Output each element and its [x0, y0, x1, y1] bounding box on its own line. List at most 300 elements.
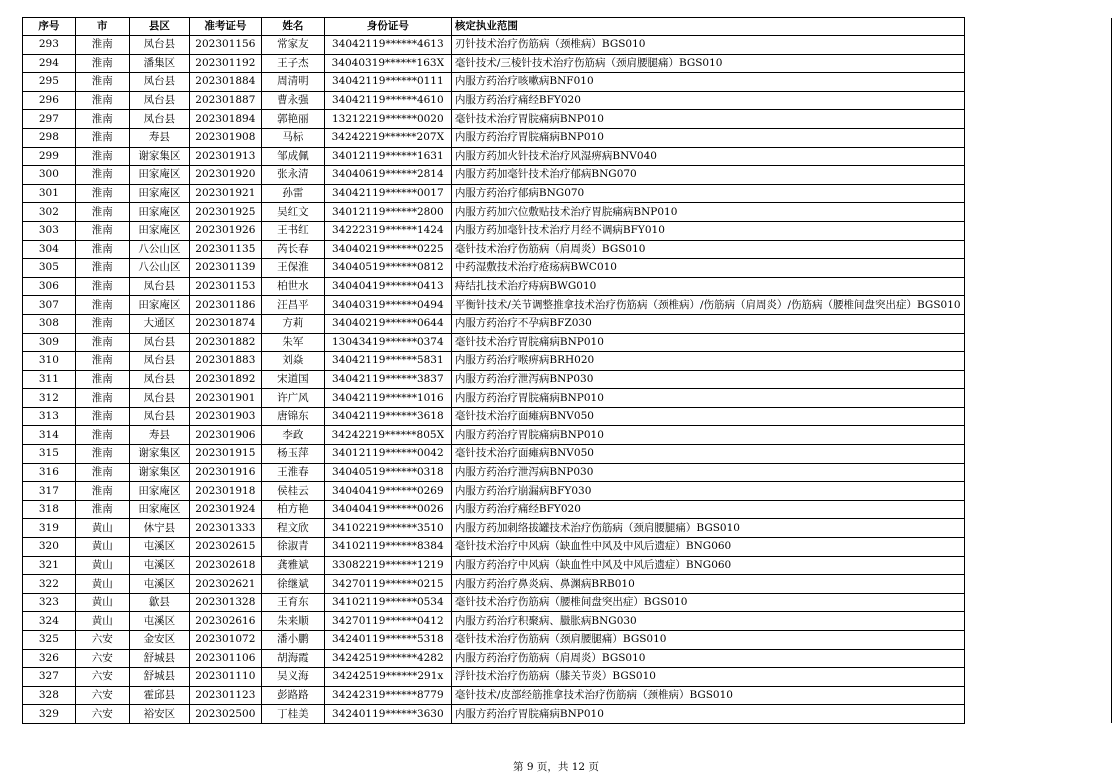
header-scope: 核定执业范围 [451, 18, 964, 36]
cell-name: 徐淑青 [261, 538, 324, 557]
cell-seq: 314 [23, 426, 76, 445]
cell-scope: 毫针技术/三棱针技术治疗伤筋病（颈肩腰腿痛）BGS010 [451, 54, 964, 73]
table-row [23, 110, 1112, 129]
cell-city: 六安 [75, 649, 129, 668]
cell-scope: 内服方药加毫针技术治疗郁病BNG070 [451, 166, 964, 185]
header-city: 市 [75, 18, 129, 36]
cell-seq: 320 [23, 538, 76, 557]
cell-seq: 329 [23, 705, 76, 724]
cell-blank [964, 352, 1111, 371]
cell-name: 吴义海 [261, 668, 324, 687]
table-row [23, 389, 1112, 408]
cell-name: 汪昌平 [261, 296, 324, 315]
cell-city: 黄山 [75, 538, 129, 557]
cell-scope: 内服方药治疗泄泻病BNP030 [451, 463, 964, 482]
cell-county: 凤台县 [129, 36, 189, 55]
cell-seq: 298 [23, 128, 76, 147]
cell-name: 芮长春 [261, 240, 324, 259]
cell-exam-no: 202301906 [189, 426, 261, 445]
cell-blank [964, 277, 1111, 296]
cell-city: 黄山 [75, 519, 129, 538]
cell-id-no: 34242519******291x [324, 668, 451, 687]
cell-city: 淮南 [75, 147, 129, 166]
cell-blank [964, 36, 1111, 55]
table-header-row [23, 18, 1112, 36]
cell-county: 霍邱县 [129, 686, 189, 705]
cell-name: 唐锦东 [261, 407, 324, 426]
cell-seq: 327 [23, 668, 76, 687]
cell-county: 裕安区 [129, 705, 189, 724]
cell-exam-no: 202301328 [189, 593, 261, 612]
cell-county: 凤台县 [129, 333, 189, 352]
cell-seq: 313 [23, 407, 76, 426]
table-row [23, 426, 1112, 445]
header-county: 县区 [129, 18, 189, 36]
cell-id-no: 34012119******0042 [324, 445, 451, 464]
cell-exam-no: 202301918 [189, 482, 261, 501]
table-row [23, 203, 1112, 222]
cell-seq: 295 [23, 73, 76, 92]
table-row [23, 519, 1112, 538]
cell-county: 休宁县 [129, 519, 189, 538]
cell-scope: 内服方药治疗中风病（缺血性中风及中风后遗症）BNG060 [451, 556, 964, 575]
header-exam-no: 准考证号 [189, 18, 261, 36]
table-row [23, 128, 1112, 147]
cell-id-no: 34040619******2814 [324, 166, 451, 185]
cell-id-no: 34042119******4613 [324, 36, 451, 55]
table-row [23, 668, 1112, 687]
cell-scope: 内服方药治疗崩漏病BFY030 [451, 482, 964, 501]
cell-blank [964, 128, 1111, 147]
cell-id-no: 34042119******3618 [324, 407, 451, 426]
cell-id-no: 34040419******0269 [324, 482, 451, 501]
cell-county: 凤台县 [129, 370, 189, 389]
cell-exam-no: 202301884 [189, 73, 261, 92]
cell-county: 歙县 [129, 593, 189, 612]
cell-blank [964, 482, 1111, 501]
cell-name: 杨玉萍 [261, 445, 324, 464]
cell-seq: 294 [23, 54, 76, 73]
cell-id-no: 34012119******1631 [324, 147, 451, 166]
cell-seq: 318 [23, 500, 76, 519]
cell-seq: 321 [23, 556, 76, 575]
cell-city: 淮南 [75, 128, 129, 147]
cell-name: 周清明 [261, 73, 324, 92]
table-body [23, 36, 1112, 724]
cell-exam-no: 202302621 [189, 575, 261, 594]
license-table [22, 17, 1112, 724]
cell-exam-no: 202301883 [189, 352, 261, 371]
cell-county: 屯溪区 [129, 575, 189, 594]
cell-blank [964, 184, 1111, 203]
cell-county: 屯溪区 [129, 612, 189, 631]
cell-exam-no: 202302616 [189, 612, 261, 631]
cell-exam-no: 202301882 [189, 333, 261, 352]
cell-exam-no: 202301903 [189, 407, 261, 426]
cell-city: 淮南 [75, 110, 129, 129]
cell-blank [964, 389, 1111, 408]
cell-blank [964, 296, 1111, 315]
cell-name: 宋道国 [261, 370, 324, 389]
cell-exam-no: 202301901 [189, 389, 261, 408]
cell-blank [964, 370, 1111, 389]
cell-id-no: 34040419******0026 [324, 500, 451, 519]
cell-name: 郭艳丽 [261, 110, 324, 129]
cell-id-no: 34042119******0111 [324, 73, 451, 92]
cell-seq: 312 [23, 389, 76, 408]
cell-seq: 328 [23, 686, 76, 705]
cell-seq: 300 [23, 166, 76, 185]
cell-exam-no: 202302500 [189, 705, 261, 724]
cell-blank [964, 203, 1111, 222]
cell-county: 凤台县 [129, 110, 189, 129]
cell-name: 吴红文 [261, 203, 324, 222]
cell-city: 淮南 [75, 73, 129, 92]
table-row [23, 407, 1112, 426]
cell-blank [964, 686, 1111, 705]
cell-id-no: 34240119******3630 [324, 705, 451, 724]
cell-blank [964, 240, 1111, 259]
cell-scope: 毫针技术治疗面瘫病BNV050 [451, 445, 964, 464]
cell-id-no: 34102119******8384 [324, 538, 451, 557]
cell-scope: 毫针技术治疗面瘫病BNV050 [451, 407, 964, 426]
cell-seq: 309 [23, 333, 76, 352]
cell-city: 淮南 [75, 314, 129, 333]
cell-scope: 内服方药治疗泄泻病BNP030 [451, 370, 964, 389]
cell-scope: 内服方药治疗痛经BFY020 [451, 91, 964, 110]
cell-blank [964, 649, 1111, 668]
cell-id-no: 34042119******0017 [324, 184, 451, 203]
cell-county: 田家庵区 [129, 296, 189, 315]
cell-city: 淮南 [75, 203, 129, 222]
cell-city: 六安 [75, 705, 129, 724]
cell-name: 曹永强 [261, 91, 324, 110]
table-row [23, 91, 1112, 110]
cell-seq: 307 [23, 296, 76, 315]
cell-county: 金安区 [129, 631, 189, 650]
cell-county: 田家庵区 [129, 500, 189, 519]
cell-scope: 内服方药治疗胃脘痛病BNP010 [451, 426, 964, 445]
cell-city: 淮南 [75, 36, 129, 55]
cell-id-no: 34102219******3510 [324, 519, 451, 538]
cell-scope: 内服方药治疗鼻炎病、鼻渊病BRB010 [451, 575, 964, 594]
cell-seq: 293 [23, 36, 76, 55]
table-row [23, 705, 1112, 724]
cell-blank [964, 166, 1111, 185]
cell-blank [964, 221, 1111, 240]
cell-county: 田家庵区 [129, 221, 189, 240]
cell-name: 王淮春 [261, 463, 324, 482]
cell-id-no: 34040319******0494 [324, 296, 451, 315]
cell-name: 柏世水 [261, 277, 324, 296]
cell-id-no: 33082219******1219 [324, 556, 451, 575]
cell-scope: 毫针技术治疗伤筋病（颈肩腰腿痛）BGS010 [451, 631, 964, 650]
header-id-no: 身份证号 [324, 18, 451, 36]
cell-exam-no: 202301913 [189, 147, 261, 166]
cell-name: 胡海霞 [261, 649, 324, 668]
cell-county: 田家庵区 [129, 166, 189, 185]
table-row [23, 463, 1112, 482]
cell-exam-no: 202301106 [189, 649, 261, 668]
cell-city: 淮南 [75, 500, 129, 519]
cell-city: 淮南 [75, 445, 129, 464]
cell-county: 谢家集区 [129, 445, 189, 464]
cell-county: 屯溪区 [129, 538, 189, 557]
cell-city: 淮南 [75, 240, 129, 259]
cell-seq: 323 [23, 593, 76, 612]
table-row [23, 538, 1112, 557]
cell-blank [964, 519, 1111, 538]
table-row [23, 333, 1112, 352]
cell-id-no: 34042119******5831 [324, 352, 451, 371]
cell-id-no: 34242519******4282 [324, 649, 451, 668]
cell-scope: 内服方药治疗胃脘痛病BNP010 [451, 128, 964, 147]
table-row [23, 631, 1112, 650]
cell-id-no: 34040319******163X [324, 54, 451, 73]
cell-blank [964, 500, 1111, 519]
cell-blank [964, 463, 1111, 482]
cell-city: 淮南 [75, 352, 129, 371]
table-row [23, 54, 1112, 73]
cell-exam-no: 202301908 [189, 128, 261, 147]
cell-scope: 内服方药治疗喉痹病BRH020 [451, 352, 964, 371]
cell-seq: 297 [23, 110, 76, 129]
cell-seq: 311 [23, 370, 76, 389]
cell-county: 田家庵区 [129, 203, 189, 222]
table-row [23, 649, 1112, 668]
cell-scope: 内服方药治疗痛经BFY020 [451, 500, 964, 519]
cell-county: 凤台县 [129, 73, 189, 92]
cell-seq: 325 [23, 631, 76, 650]
cell-city: 淮南 [75, 91, 129, 110]
cell-name: 孙雷 [261, 184, 324, 203]
cell-city: 黄山 [75, 612, 129, 631]
cell-id-no: 34102119******0534 [324, 593, 451, 612]
cell-exam-no: 202301892 [189, 370, 261, 389]
cell-exam-no: 202302618 [189, 556, 261, 575]
cell-county: 舒城县 [129, 649, 189, 668]
cell-county: 凤台县 [129, 277, 189, 296]
table-row [23, 352, 1112, 371]
cell-blank [964, 73, 1111, 92]
cell-name: 邹成佩 [261, 147, 324, 166]
cell-scope: 内服方药治疗胃脘痛病BNP010 [451, 705, 964, 724]
cell-county: 谢家集区 [129, 463, 189, 482]
cell-id-no: 34042119******1016 [324, 389, 451, 408]
cell-scope: 内服方药治疗胃脘痛病BNP010 [451, 389, 964, 408]
cell-city: 淮南 [75, 166, 129, 185]
table-row [23, 593, 1112, 612]
cell-blank [964, 333, 1111, 352]
cell-seq: 296 [23, 91, 76, 110]
header-seq: 序号 [23, 18, 76, 36]
cell-blank [964, 426, 1111, 445]
cell-name: 丁桂美 [261, 705, 324, 724]
cell-city: 淮南 [75, 389, 129, 408]
cell-exam-no: 202301153 [189, 277, 261, 296]
cell-blank [964, 445, 1111, 464]
cell-name: 许广风 [261, 389, 324, 408]
cell-seq: 319 [23, 519, 76, 538]
cell-blank [964, 575, 1111, 594]
cell-exam-no: 202301186 [189, 296, 261, 315]
cell-county: 寿县 [129, 128, 189, 147]
table-row [23, 500, 1112, 519]
cell-scope: 内服方药治疗积聚病、臌胀病BNG030 [451, 612, 964, 631]
table-row [23, 36, 1112, 55]
cell-scope: 毫针技术治疗胃脘痛病BNP010 [451, 110, 964, 129]
cell-blank [964, 631, 1111, 650]
cell-id-no: 34042119******4610 [324, 91, 451, 110]
cell-exam-no: 202301874 [189, 314, 261, 333]
cell-scope: 毫针技术治疗伤筋病（腰椎间盘突出症）BGS010 [451, 593, 964, 612]
cell-blank [964, 259, 1111, 278]
cell-name: 柏方艳 [261, 500, 324, 519]
cell-city: 淮南 [75, 54, 129, 73]
cell-exam-no: 202301915 [189, 445, 261, 464]
cell-blank [964, 54, 1111, 73]
cell-blank [964, 556, 1111, 575]
cell-scope: 毫针技术治疗中风病（缺血性中风及中风后遗症）BNG060 [451, 538, 964, 557]
cell-seq: 304 [23, 240, 76, 259]
cell-exam-no: 202301135 [189, 240, 261, 259]
cell-seq: 322 [23, 575, 76, 594]
cell-id-no: 13212219******0020 [324, 110, 451, 129]
cell-exam-no: 202301192 [189, 54, 261, 73]
cell-id-no: 34240119******5318 [324, 631, 451, 650]
cell-seq: 324 [23, 612, 76, 631]
cell-name: 程文欣 [261, 519, 324, 538]
table-row [23, 482, 1112, 501]
cell-county: 八公山区 [129, 240, 189, 259]
header-blank [964, 18, 1111, 36]
cell-name: 李政 [261, 426, 324, 445]
cell-name: 王育东 [261, 593, 324, 612]
cell-name: 龚雅斌 [261, 556, 324, 575]
cell-county: 田家庵区 [129, 482, 189, 501]
cell-name: 朱军 [261, 333, 324, 352]
cell-exam-no: 202302615 [189, 538, 261, 557]
cell-city: 淮南 [75, 277, 129, 296]
cell-city: 六安 [75, 668, 129, 687]
table-row [23, 556, 1112, 575]
cell-exam-no: 202301924 [189, 500, 261, 519]
cell-exam-no: 202301123 [189, 686, 261, 705]
cell-exam-no: 202301925 [189, 203, 261, 222]
cell-city: 淮南 [75, 463, 129, 482]
table-row [23, 240, 1112, 259]
cell-exam-no: 202301920 [189, 166, 261, 185]
cell-scope: 内服方药加刺络拔罐技术治疗伤筋病（颈肩腰腿痛）BGS010 [451, 519, 964, 538]
table-row [23, 686, 1112, 705]
cell-blank [964, 538, 1111, 557]
cell-name: 王子杰 [261, 54, 324, 73]
cell-city: 六安 [75, 686, 129, 705]
cell-county: 凤台县 [129, 389, 189, 408]
cell-seq: 303 [23, 221, 76, 240]
cell-blank [964, 705, 1111, 724]
cell-id-no: 34270119******0412 [324, 612, 451, 631]
cell-city: 淮南 [75, 482, 129, 501]
cell-blank [964, 147, 1111, 166]
cell-city: 黄山 [75, 575, 129, 594]
cell-name: 方莉 [261, 314, 324, 333]
cell-scope: 内服方药治疗伤筋病（肩周炎）BGS010 [451, 649, 964, 668]
table-row [23, 277, 1112, 296]
cell-county: 八公山区 [129, 259, 189, 278]
table-row [23, 166, 1112, 185]
cell-name: 潘小鹏 [261, 631, 324, 650]
cell-exam-no: 202301110 [189, 668, 261, 687]
table-row [23, 73, 1112, 92]
cell-scope: 内服方药治疗不孕病BFZ030 [451, 314, 964, 333]
cell-id-no: 34242219******207X [324, 128, 451, 147]
cell-scope: 内服方药加毫针技术治疗月经不调病BFY010 [451, 221, 964, 240]
license-table-sheet [22, 17, 1112, 724]
cell-city: 淮南 [75, 184, 129, 203]
cell-city: 黄山 [75, 556, 129, 575]
table-row [23, 370, 1112, 389]
cell-scope: 痔结扎技术治疗痔病BWG010 [451, 277, 964, 296]
cell-exam-no: 202301156 [189, 36, 261, 55]
cell-id-no: 34040219******0225 [324, 240, 451, 259]
cell-blank [964, 110, 1111, 129]
cell-seq: 310 [23, 352, 76, 371]
cell-blank [964, 91, 1111, 110]
cell-seq: 301 [23, 184, 76, 203]
cell-id-no: 34040519******0318 [324, 463, 451, 482]
cell-city: 淮南 [75, 426, 129, 445]
cell-city: 黄山 [75, 593, 129, 612]
cell-county: 屯溪区 [129, 556, 189, 575]
page-footer: 第 9 页，共 12 页 [513, 761, 599, 773]
cell-exam-no: 202301916 [189, 463, 261, 482]
cell-exam-no: 202301139 [189, 259, 261, 278]
cell-scope: 浮针技术治疗伤筋病（膝关节炎）BGS010 [451, 668, 964, 687]
cell-scope: 内服方药治疗郁病BNG070 [451, 184, 964, 203]
cell-name: 侯桂云 [261, 482, 324, 501]
cell-scope: 刃针技术治疗伤筋病（颈椎病）BGS010 [451, 36, 964, 55]
cell-blank [964, 314, 1111, 333]
cell-city: 淮南 [75, 221, 129, 240]
cell-county: 潘集区 [129, 54, 189, 73]
cell-seq: 306 [23, 277, 76, 296]
cell-city: 淮南 [75, 333, 129, 352]
cell-exam-no: 202301072 [189, 631, 261, 650]
cell-name: 王书红 [261, 221, 324, 240]
cell-scope: 内服方药加穴位敷贴技术治疗胃脘痛病BNP010 [451, 203, 964, 222]
cell-blank [964, 593, 1111, 612]
cell-seq: 305 [23, 259, 76, 278]
cell-scope: 毫针技术治疗胃脘痛病BNP010 [451, 333, 964, 352]
cell-name: 王保淮 [261, 259, 324, 278]
cell-id-no: 34222319******1424 [324, 221, 451, 240]
cell-name: 马标 [261, 128, 324, 147]
cell-city: 六安 [75, 631, 129, 650]
cell-city: 淮南 [75, 259, 129, 278]
table-row [23, 221, 1112, 240]
cell-exam-no: 202301926 [189, 221, 261, 240]
cell-seq: 299 [23, 147, 76, 166]
table-row [23, 147, 1112, 166]
cell-city: 淮南 [75, 296, 129, 315]
cell-seq: 308 [23, 314, 76, 333]
cell-city: 淮南 [75, 370, 129, 389]
cell-scope: 内服方药治疗咳嗽病BNF010 [451, 73, 964, 92]
cell-county: 凤台县 [129, 407, 189, 426]
table-row [23, 612, 1112, 631]
cell-seq: 326 [23, 649, 76, 668]
